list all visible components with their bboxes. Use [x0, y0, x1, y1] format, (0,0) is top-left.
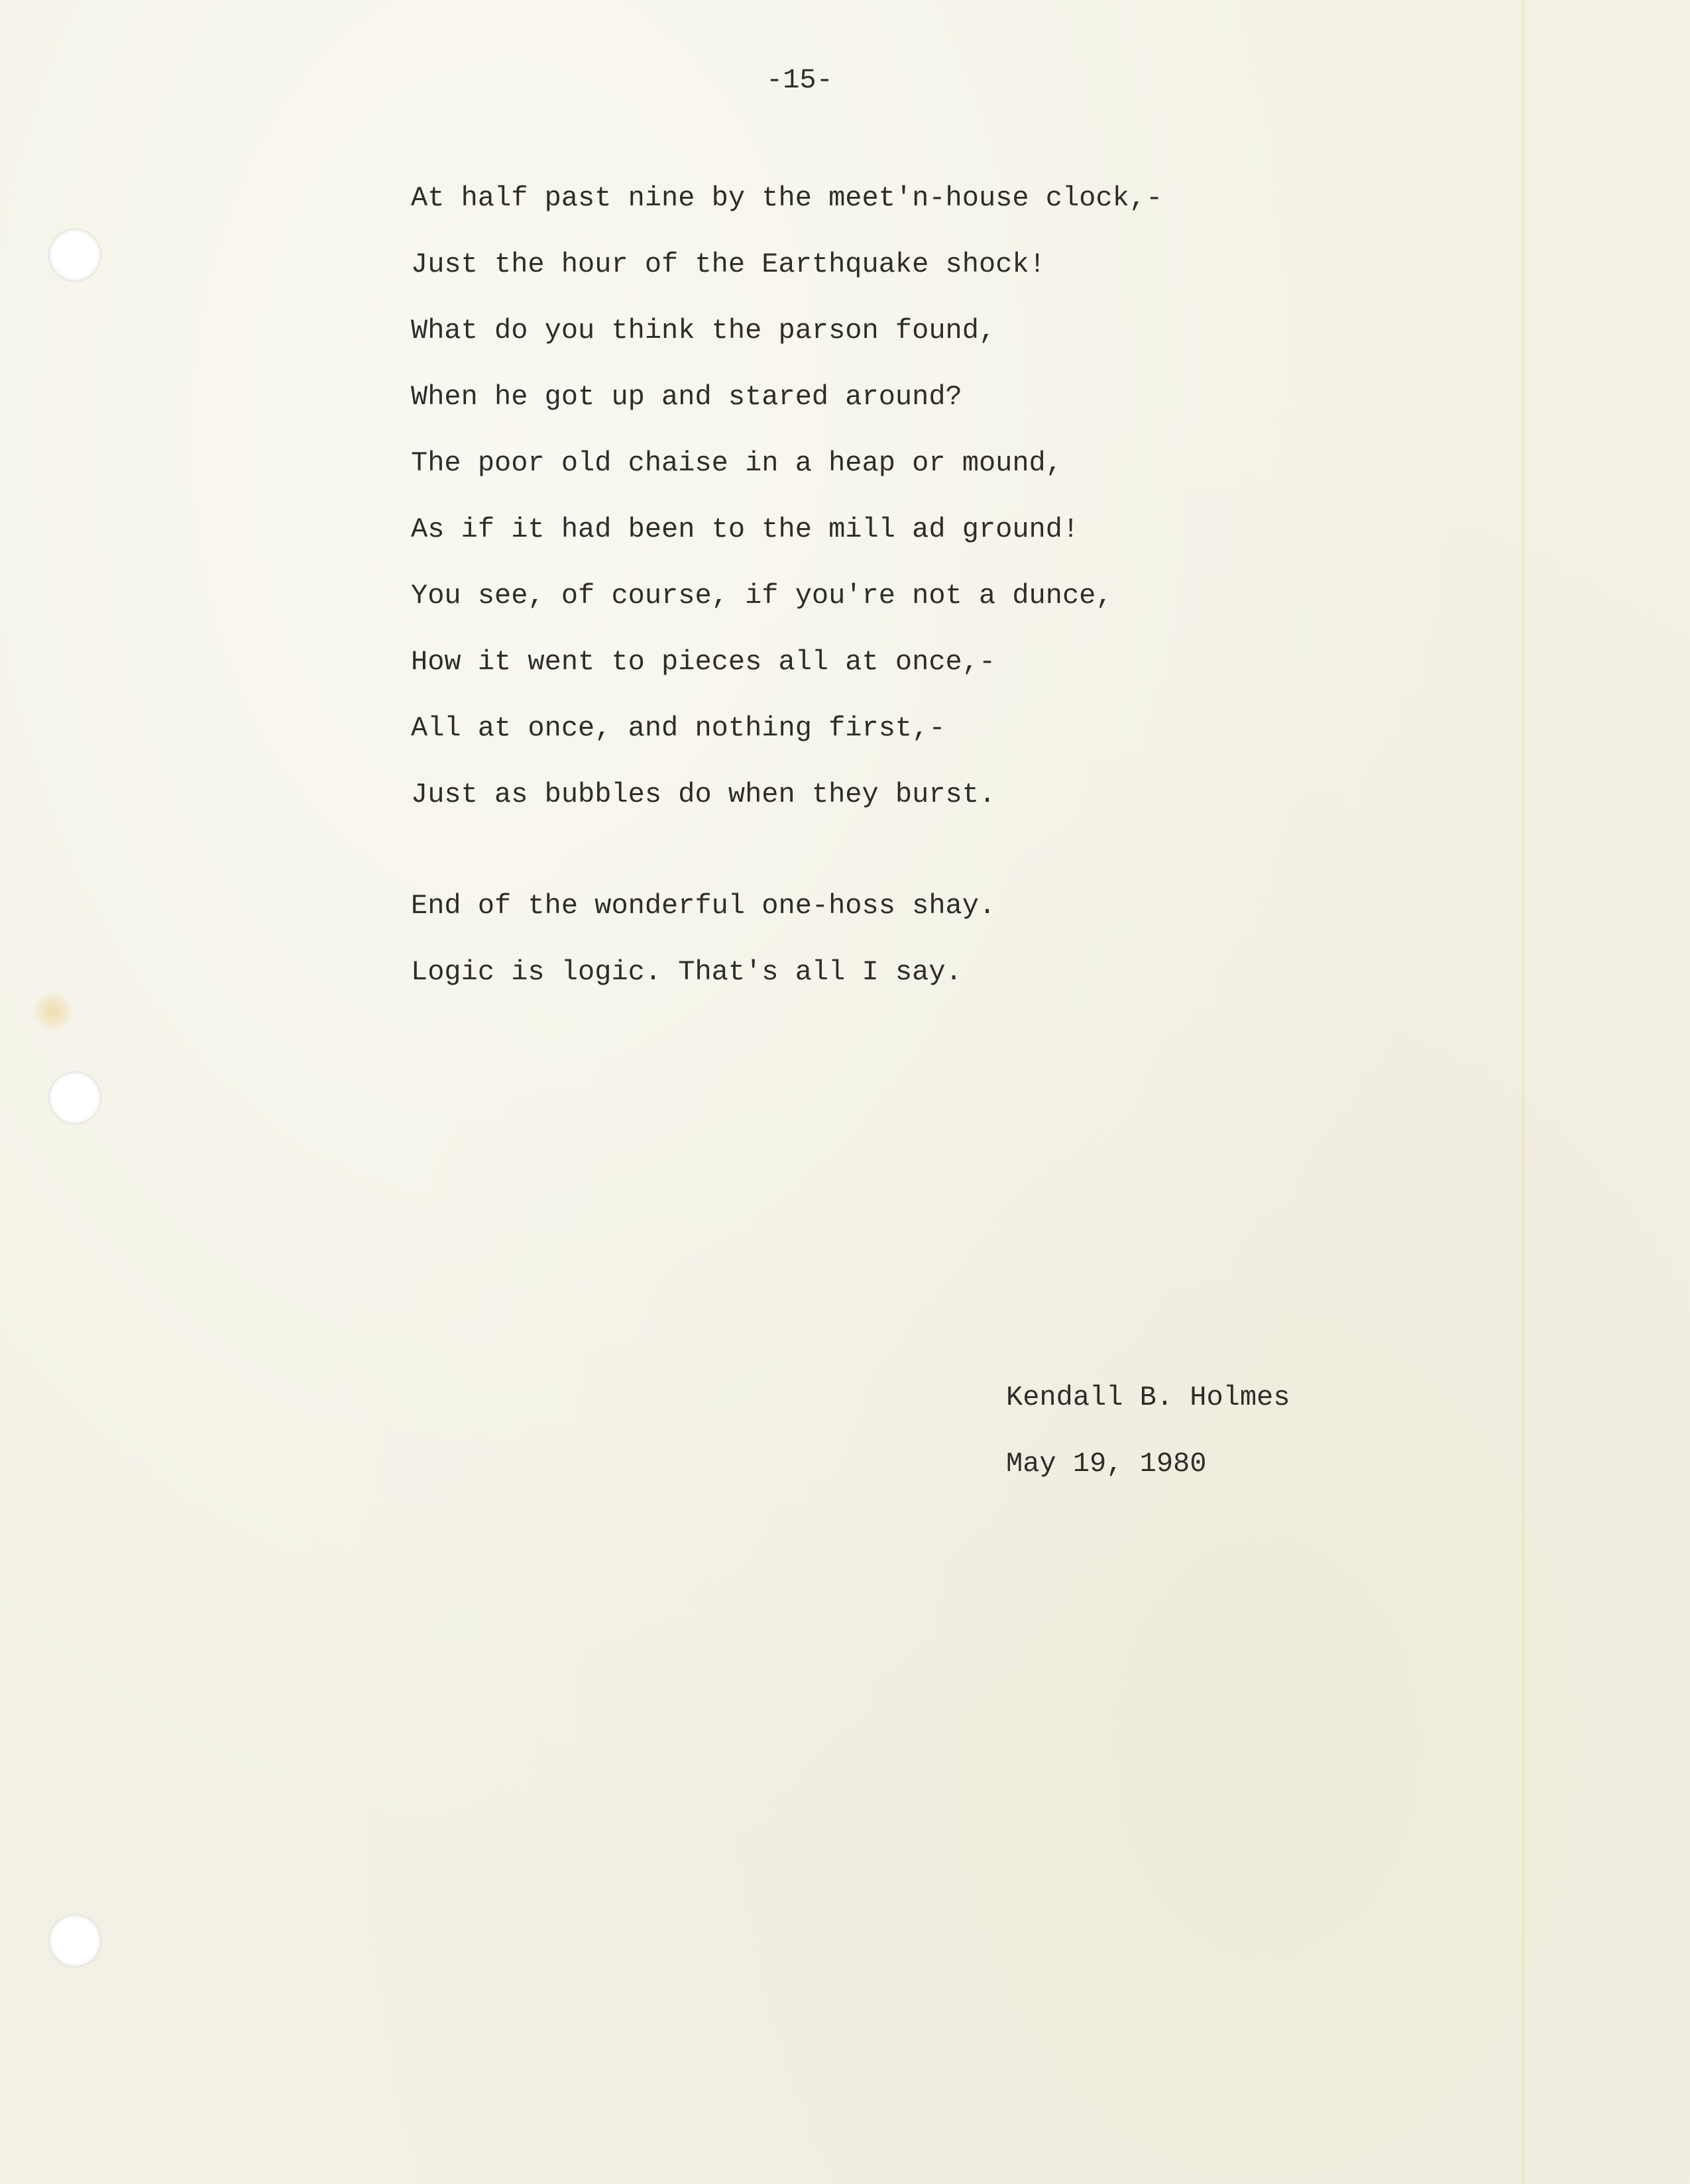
punch-hole-top [49, 229, 101, 281]
punch-hole-bottom [49, 1915, 101, 1967]
signature-date: May 19, 1980 [1006, 1448, 1207, 1480]
poem-line: The poor old chaise in a heap or mound, [411, 447, 1062, 479]
page-number: -15- [766, 64, 833, 96]
punch-hole-middle [49, 1072, 101, 1124]
poem-line: At half past nine by the meet'n-house clock,- [411, 182, 1163, 214]
poem-line: As if it had been to the mill ad ground! [411, 514, 1080, 545]
poem-line: Logic is logic. That's all I say. [411, 956, 962, 988]
poem-line: Just the hour of the Earthquake shock! [411, 248, 1046, 280]
poem-line: What do you think the parson found, [411, 315, 996, 347]
poem-line: How it went to pieces all at once,- [411, 646, 996, 678]
paper-stain [34, 993, 72, 1030]
poem-line: End of the wonderful one-hoss shay. [411, 890, 996, 922]
poem-line: Just as bubbles do when they burst. [411, 779, 996, 810]
poem-line: You see, of course, if you're not a dunce, [411, 580, 1113, 612]
margin-rule [1522, 0, 1524, 2184]
poem-line: All at once, and nothing first,- [411, 712, 946, 744]
poem-line: When he got up and stared around? [411, 381, 962, 413]
author-signature: Kendall B. Holmes [1006, 1382, 1290, 1413]
